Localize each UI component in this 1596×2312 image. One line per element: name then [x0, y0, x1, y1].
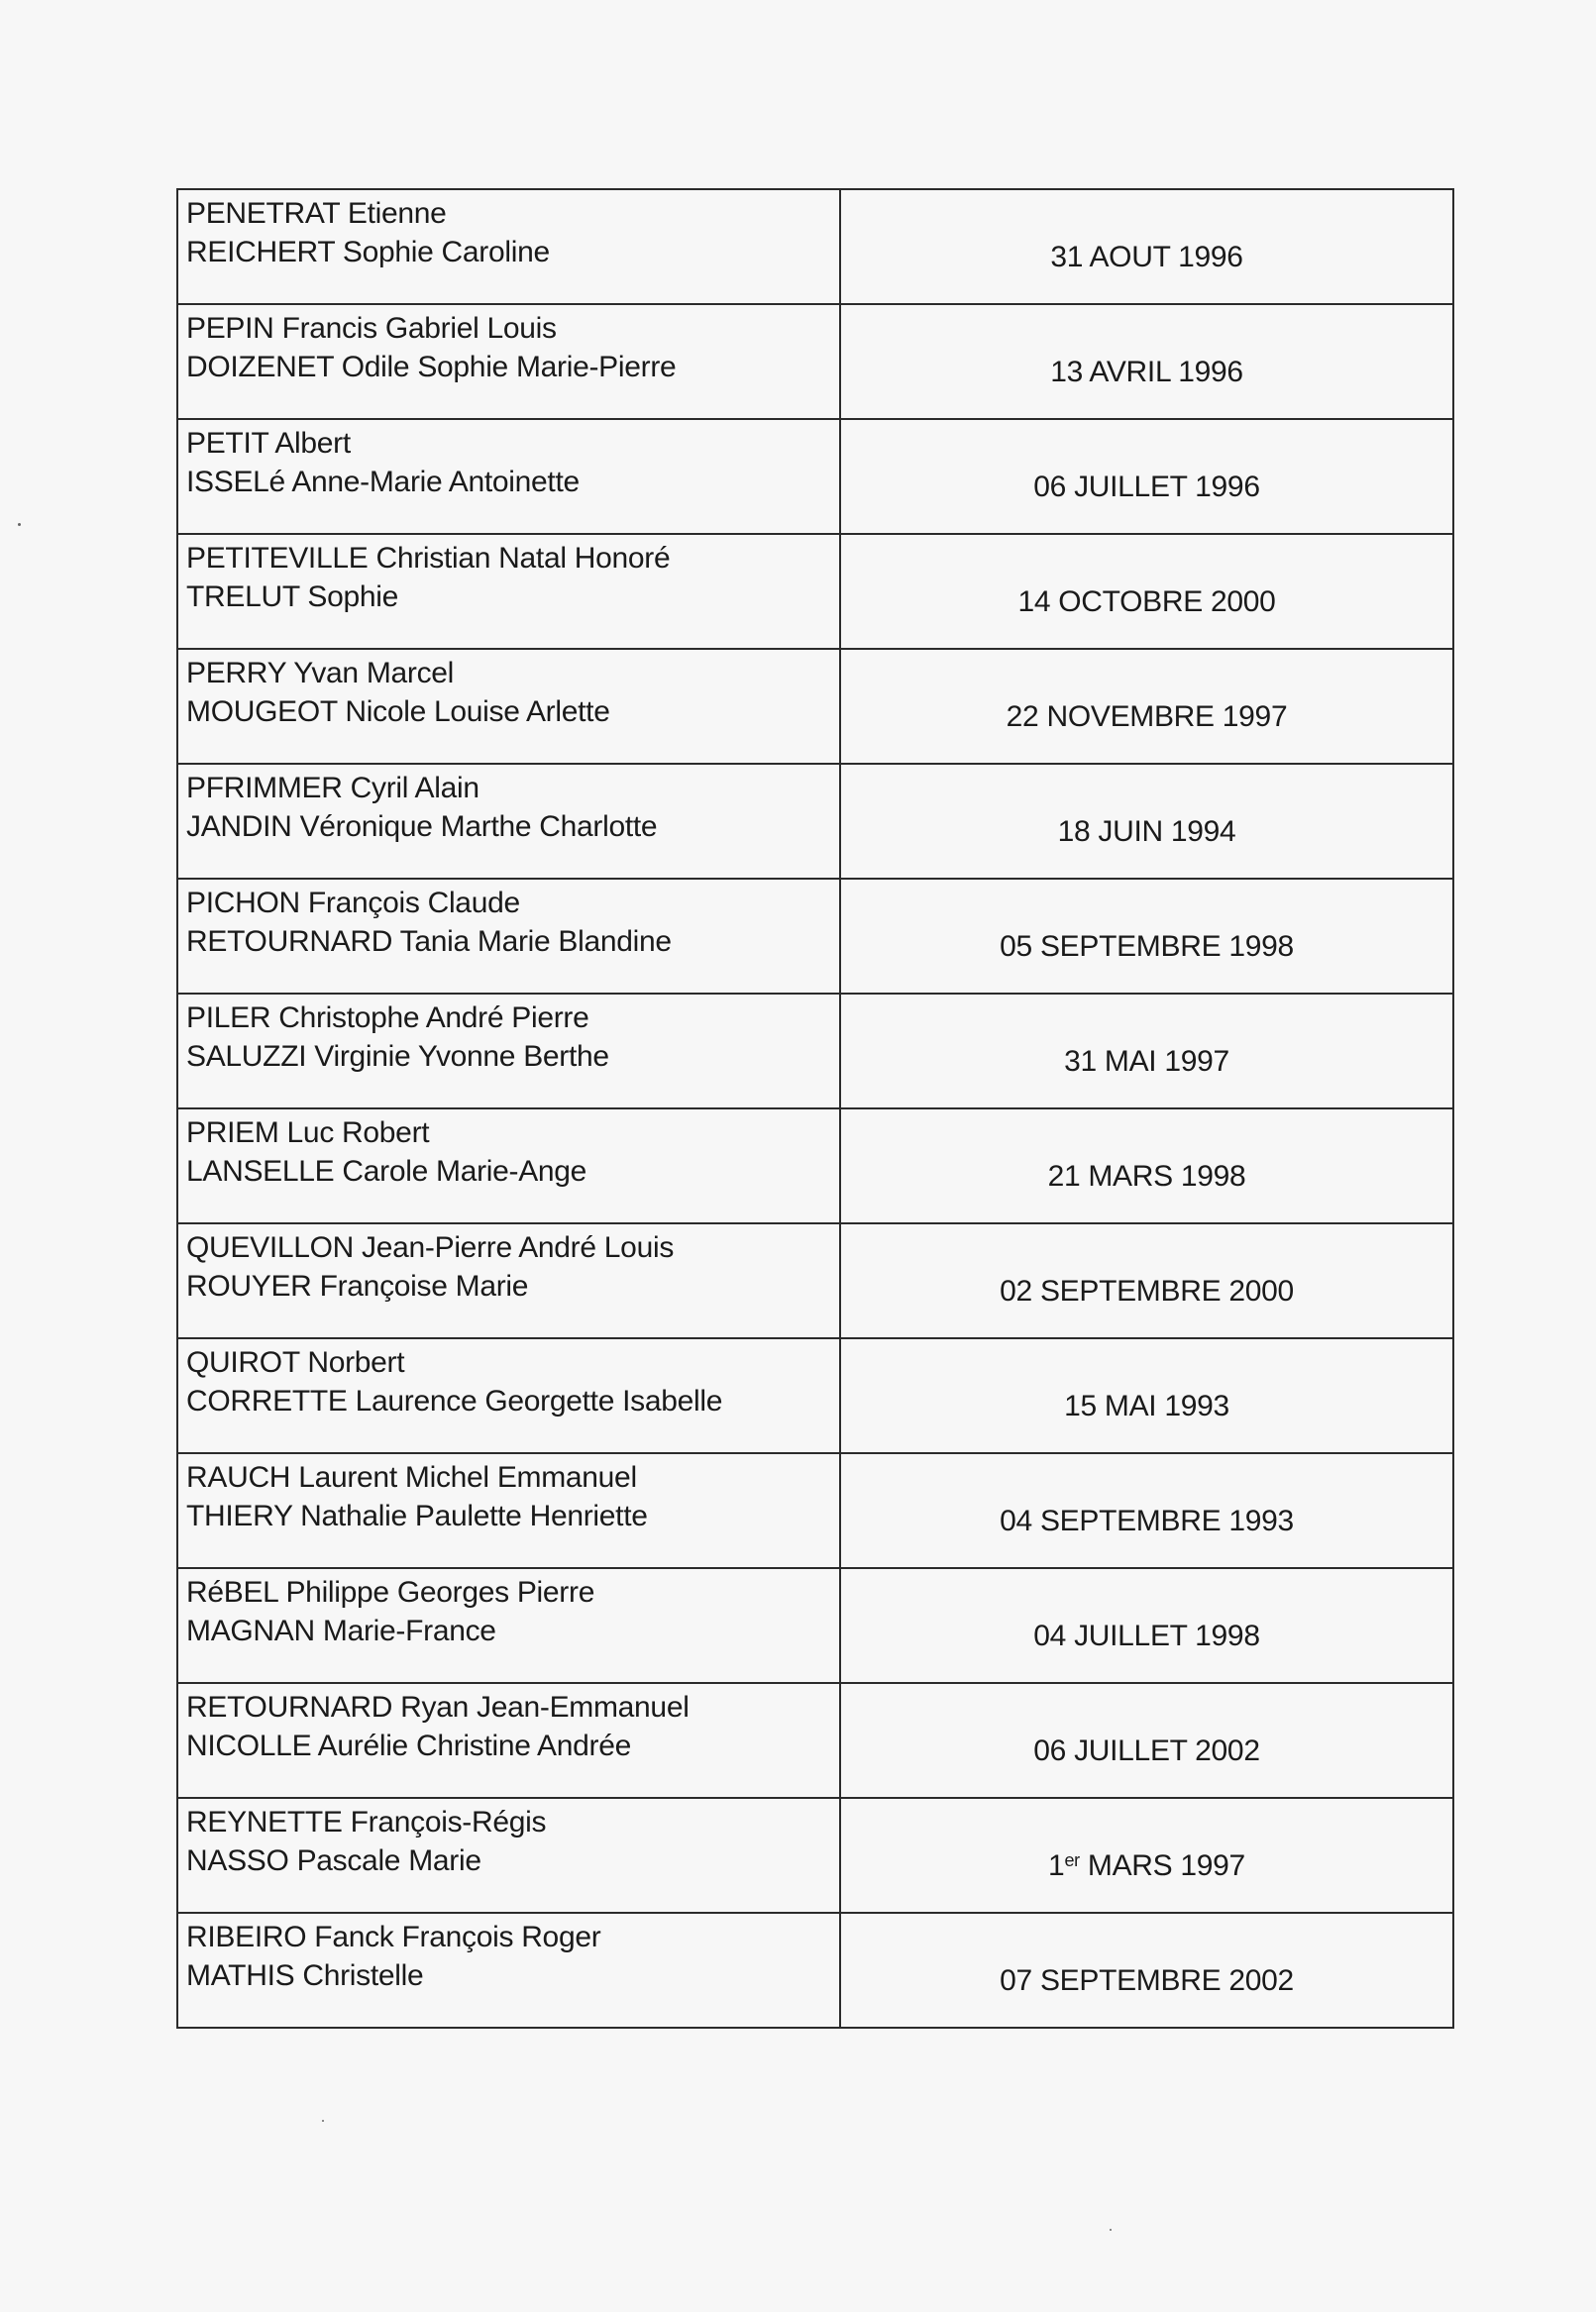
spouse-2-name: THIERY Nathalie Paulette Henriette — [186, 1500, 648, 1532]
table-row — [177, 649, 1453, 764]
spouse-2-name: MATHIS Christelle — [186, 1959, 424, 1992]
table-row — [177, 879, 1453, 994]
date-cell: 02 SEPTEMBRE 2000 — [840, 1223, 1453, 1338]
spouse-1-name: PFRIMMER Cyril Alain — [186, 772, 479, 804]
spouse-1-name: PETITEVILLE Christian Natal Honoré — [186, 542, 671, 575]
table-row — [177, 1798, 1453, 1913]
spouse-2-name: TRELUT Sophie — [186, 580, 398, 613]
table-row — [177, 189, 1453, 304]
names-cell — [177, 994, 840, 1108]
spouse-1-name: RIBEIRO Fanck François Roger — [186, 1921, 601, 1953]
spouse-2-name: DOIZENET Odile Sophie Marie-Pierre — [186, 351, 677, 383]
table-row — [177, 534, 1453, 649]
spouse-1-name: QUEVILLON Jean-Pierre André Louis — [186, 1231, 675, 1264]
spouse-2-name: ISSELé Anne-Marie Antoinette — [186, 466, 580, 498]
date-ordinal-suffix: er — [1064, 1850, 1080, 1870]
table-row — [177, 994, 1453, 1108]
names-cell — [177, 1913, 840, 2028]
table-row — [177, 1568, 1453, 1683]
names-cell — [177, 304, 840, 419]
date-cell: 04 JUILLET 1998 — [840, 1568, 1453, 1683]
spouse-2-name: LANSELLE Carole Marie-Ange — [186, 1155, 587, 1188]
date-cell: 15 MAI 1993 — [840, 1338, 1453, 1453]
date-cell: 31 AOUT 1996 — [840, 189, 1453, 304]
table-row — [177, 1108, 1453, 1223]
spouse-1-name: PERRY Yvan Marcel — [186, 657, 455, 689]
spouse-2-name: MAGNAN Marie-France — [186, 1615, 496, 1647]
names-cell — [177, 1798, 840, 1913]
names-cell — [177, 1568, 840, 1683]
names-cell — [177, 764, 840, 879]
names-cell — [177, 649, 840, 764]
spouse-2-name: JANDIN Véronique Marthe Charlotte — [186, 810, 658, 843]
table-row — [177, 1683, 1453, 1798]
spouse-1-name: PEPIN Francis Gabriel Louis — [186, 312, 557, 345]
spouse-2-name: MOUGEOT Nicole Louise Arlette — [186, 695, 610, 728]
date-cell: 06 JUILLET 2002 — [840, 1683, 1453, 1798]
names-cell — [177, 1683, 840, 1798]
date-cell: 31 MAI 1997 — [840, 994, 1453, 1108]
spouse-1-name: RAUCH Laurent Michel Emmanuel — [186, 1461, 637, 1494]
date-month-year: MARS 1997 — [1079, 1849, 1245, 1882]
date-cell: 21 MARS 1998 — [840, 1108, 1453, 1223]
date-cell: 04 SEPTEMBRE 1993 — [840, 1453, 1453, 1568]
names-cell — [177, 419, 840, 534]
spouse-1-name: PILER Christophe André Pierre — [186, 1001, 589, 1034]
spouse-2-name: NASSO Pascale Marie — [186, 1844, 481, 1877]
date-cell: 06 JUILLET 1996 — [840, 419, 1453, 534]
marriage-records-table — [176, 188, 1454, 2029]
spouse-2-name: CORRETTE Laurence Georgette Isabelle — [186, 1385, 723, 1418]
table-row — [177, 1223, 1453, 1338]
date-cell — [840, 1798, 1453, 1913]
date-day: 1 — [1048, 1849, 1065, 1882]
date-cell: 05 SEPTEMBRE 1998 — [840, 879, 1453, 994]
date-cell: 07 SEPTEMBRE 2002 — [840, 1913, 1453, 2028]
spouse-1-name: PENETRAT Etienne — [186, 197, 447, 230]
names-cell — [177, 1338, 840, 1453]
spouse-1-name: REYNETTE François-Régis — [186, 1806, 547, 1839]
date-cell: 13 AVRIL 1996 — [840, 304, 1453, 419]
date-cell: 18 JUIN 1994 — [840, 764, 1453, 879]
spouse-2-name: SALUZZI Virginie Yvonne Berthe — [186, 1040, 609, 1073]
table-row — [177, 764, 1453, 879]
names-cell — [177, 1223, 840, 1338]
spouse-2-name: NICOLLE Aurélie Christine Andrée — [186, 1730, 631, 1762]
scan-speck — [18, 523, 21, 526]
spouse-1-name: RéBEL Philippe Georges Pierre — [186, 1576, 595, 1609]
names-cell — [177, 1108, 840, 1223]
spouse-2-name: RETOURNARD Tania Marie Blandine — [186, 925, 672, 958]
spouse-1-name: PICHON François Claude — [186, 887, 520, 919]
names-cell — [177, 534, 840, 649]
date-cell: 22 NOVEMBRE 1997 — [840, 649, 1453, 764]
table-row — [177, 1338, 1453, 1453]
spouse-1-name: QUIROT Norbert — [186, 1346, 405, 1379]
scan-speck — [1110, 2229, 1112, 2231]
spouse-2-name: ROUYER Françoise Marie — [186, 1270, 529, 1303]
scan-speck — [322, 2120, 324, 2122]
spouse-2-name: REICHERT Sophie Caroline — [186, 236, 550, 268]
table-row — [177, 419, 1453, 534]
names-cell — [177, 1453, 840, 1568]
spouse-1-name: PETIT Albert — [186, 427, 351, 460]
names-cell — [177, 879, 840, 994]
table-row — [177, 1453, 1453, 1568]
table-row — [177, 304, 1453, 419]
spouse-1-name: PRIEM Luc Robert — [186, 1116, 430, 1149]
spouse-1-name: RETOURNARD Ryan Jean-Emmanuel — [186, 1691, 690, 1724]
names-cell — [177, 189, 840, 304]
table-row — [177, 1913, 1453, 2028]
date-cell: 14 OCTOBRE 2000 — [840, 534, 1453, 649]
